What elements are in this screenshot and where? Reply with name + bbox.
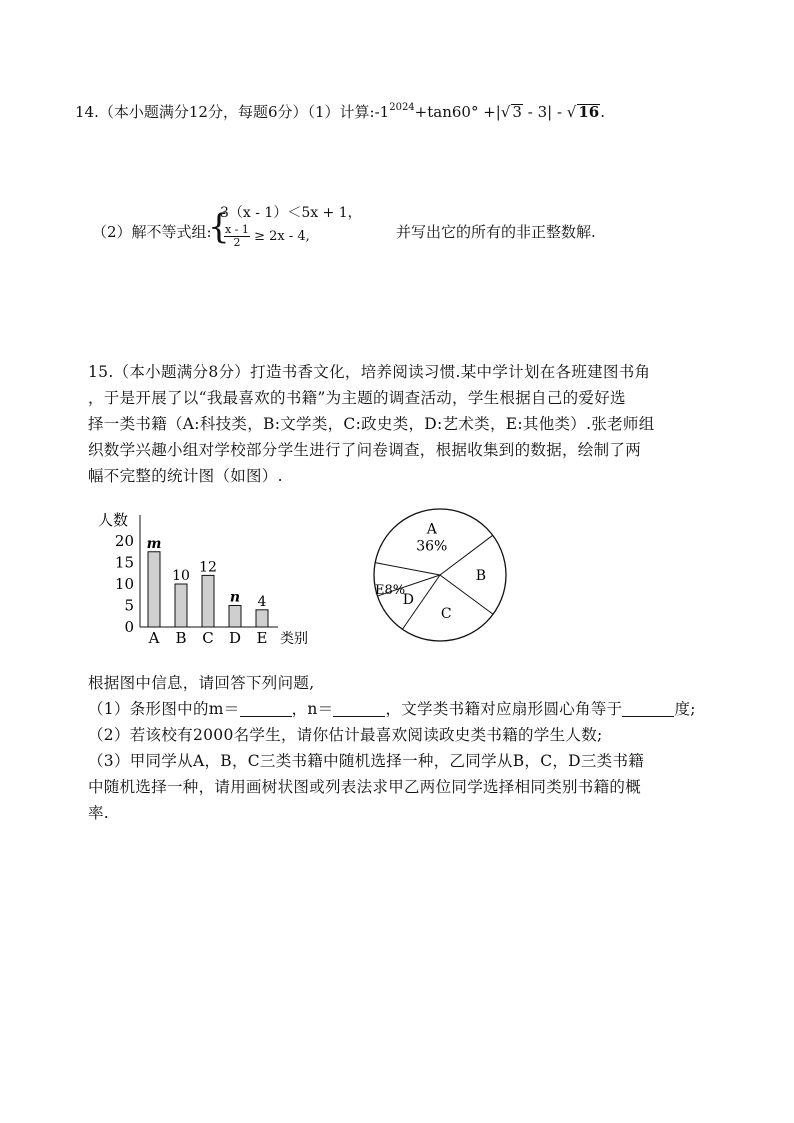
sub1-text-a: （1）条形图中的m＝ — [88, 700, 240, 718]
bar-value-label: m — [146, 535, 162, 552]
pie-slice-label: D — [402, 591, 414, 608]
brace-symbol: { — [208, 207, 230, 247]
inequality-2-rest: ≥ 2x - 4, — [254, 229, 310, 244]
fraction-numerator: x - 1 — [225, 223, 249, 236]
q14-part2-suffix: 并写出它的所有的非正整数解. — [396, 223, 596, 241]
pie-slice-percent: 36% — [416, 538, 448, 555]
pie-slice-label: E8% — [375, 583, 406, 598]
y-tick-label: 10 — [114, 575, 134, 593]
sqrt-sign: √ — [500, 103, 511, 121]
bar — [202, 575, 214, 627]
q15-sub2: （2）若该校有2000名学生，请你估计最喜欢阅读政史类书籍的学生人数; — [88, 726, 603, 744]
q14-part2-prefix: （2）解不等式组: — [92, 223, 212, 241]
answer-blank-angle[interactable] — [622, 701, 674, 717]
pie-slice-label: B — [475, 567, 487, 584]
answer-blank-n[interactable] — [333, 701, 385, 717]
x-tick-label: E — [256, 629, 268, 647]
x-tick-label: A — [148, 629, 160, 647]
q14-part1-line — [75, 98, 605, 122]
bar — [175, 584, 187, 627]
q15-intro — [88, 359, 655, 489]
q15-sub3-line: 率. — [88, 804, 110, 822]
bar-value-label: 10 — [172, 568, 190, 584]
q14-expr-part2: +tan60° +| — [414, 103, 501, 121]
q15-intro-line: 织数学兴趣小组对学校部分学生进行了问卷调查，根据收集到的数据，绘制了两 — [88, 441, 642, 459]
y-tick-label: 20 — [114, 532, 134, 550]
q14-header: 14.（本小题满分12分，每题6分）（1）计算: — [75, 103, 375, 121]
x-axis-label: 类别 — [280, 631, 308, 647]
q15-intro-line: 幅不完整的统计图（如图）. — [88, 467, 283, 485]
bar-value-label: 12 — [199, 559, 217, 576]
q15-sub3 — [88, 748, 644, 826]
q15-sub1 — [88, 696, 696, 722]
x-tick-label: C — [202, 629, 214, 647]
y-axis-label: 人数 — [98, 511, 129, 529]
q15-sub3-line: （3）甲同学从A，B，C三类书籍中随机选择一种，乙同学从B，C，D三类书籍 — [88, 752, 645, 770]
y-tick-label: 0 — [124, 618, 134, 636]
q14-inequality-1: 3（x - 1）＜5x + 1， — [220, 205, 362, 221]
y-tick-label: 5 — [124, 596, 134, 615]
q15-intro-line: 15.（本小题满分8分）打造书香文化，培养阅读习惯.某中学计划在各班建图书角 — [88, 363, 651, 381]
bar-value-label: 4 — [257, 593, 267, 610]
q15-intro-line: ，于是开展了以“我最喜欢的书籍”为主题的调查活动，学生根据自己的爱好选 — [88, 389, 626, 407]
bar-chart — [90, 505, 350, 655]
x-tick-label: B — [175, 629, 187, 647]
q15-intro-line: 择一类书籍（A:科技类，B:文学类，C:政史类，D:艺术类，E:其他类）.张老师组 — [88, 415, 655, 433]
bar — [256, 610, 268, 627]
q14-sqrt16: 16 — [578, 103, 600, 121]
pie-slice-label: C — [440, 605, 452, 622]
q14-expr-exponent: 2024 — [389, 102, 415, 113]
q14-expr-part1: -1 — [374, 103, 390, 121]
q14-expr-end: . — [600, 103, 605, 121]
fraction — [224, 224, 250, 249]
q15-after-chart: 根据图中信息，请回答下列问题, — [88, 674, 315, 692]
bar — [229, 606, 241, 628]
pie-chart — [370, 505, 510, 645]
sub1-text-b: ，n＝ — [291, 700, 334, 718]
sqrt-sign: √ — [566, 103, 577, 121]
bar — [148, 552, 160, 627]
y-tick-label: 15 — [114, 553, 134, 572]
answer-blank-m[interactable] — [240, 701, 292, 717]
q14-inequality-2 — [224, 224, 310, 249]
q14-sqrt3: 3 — [512, 103, 522, 121]
x-tick-label: D — [228, 629, 242, 647]
sub1-text-d: 度; — [674, 700, 696, 718]
q14-expr-part3: - 3| - — [522, 103, 567, 121]
fraction-denominator: 2 — [233, 236, 241, 249]
sub1-text-c: ，文学类书籍对应扇形圆心角等于 — [385, 700, 623, 718]
q15-sub3-line: 中随机选择一种，请用画树状图或列表法求甲乙两位同学选择相同类别书籍的概 — [88, 778, 642, 796]
pie-slice-label: A — [426, 521, 437, 538]
bar-value-label: n — [229, 589, 241, 606]
